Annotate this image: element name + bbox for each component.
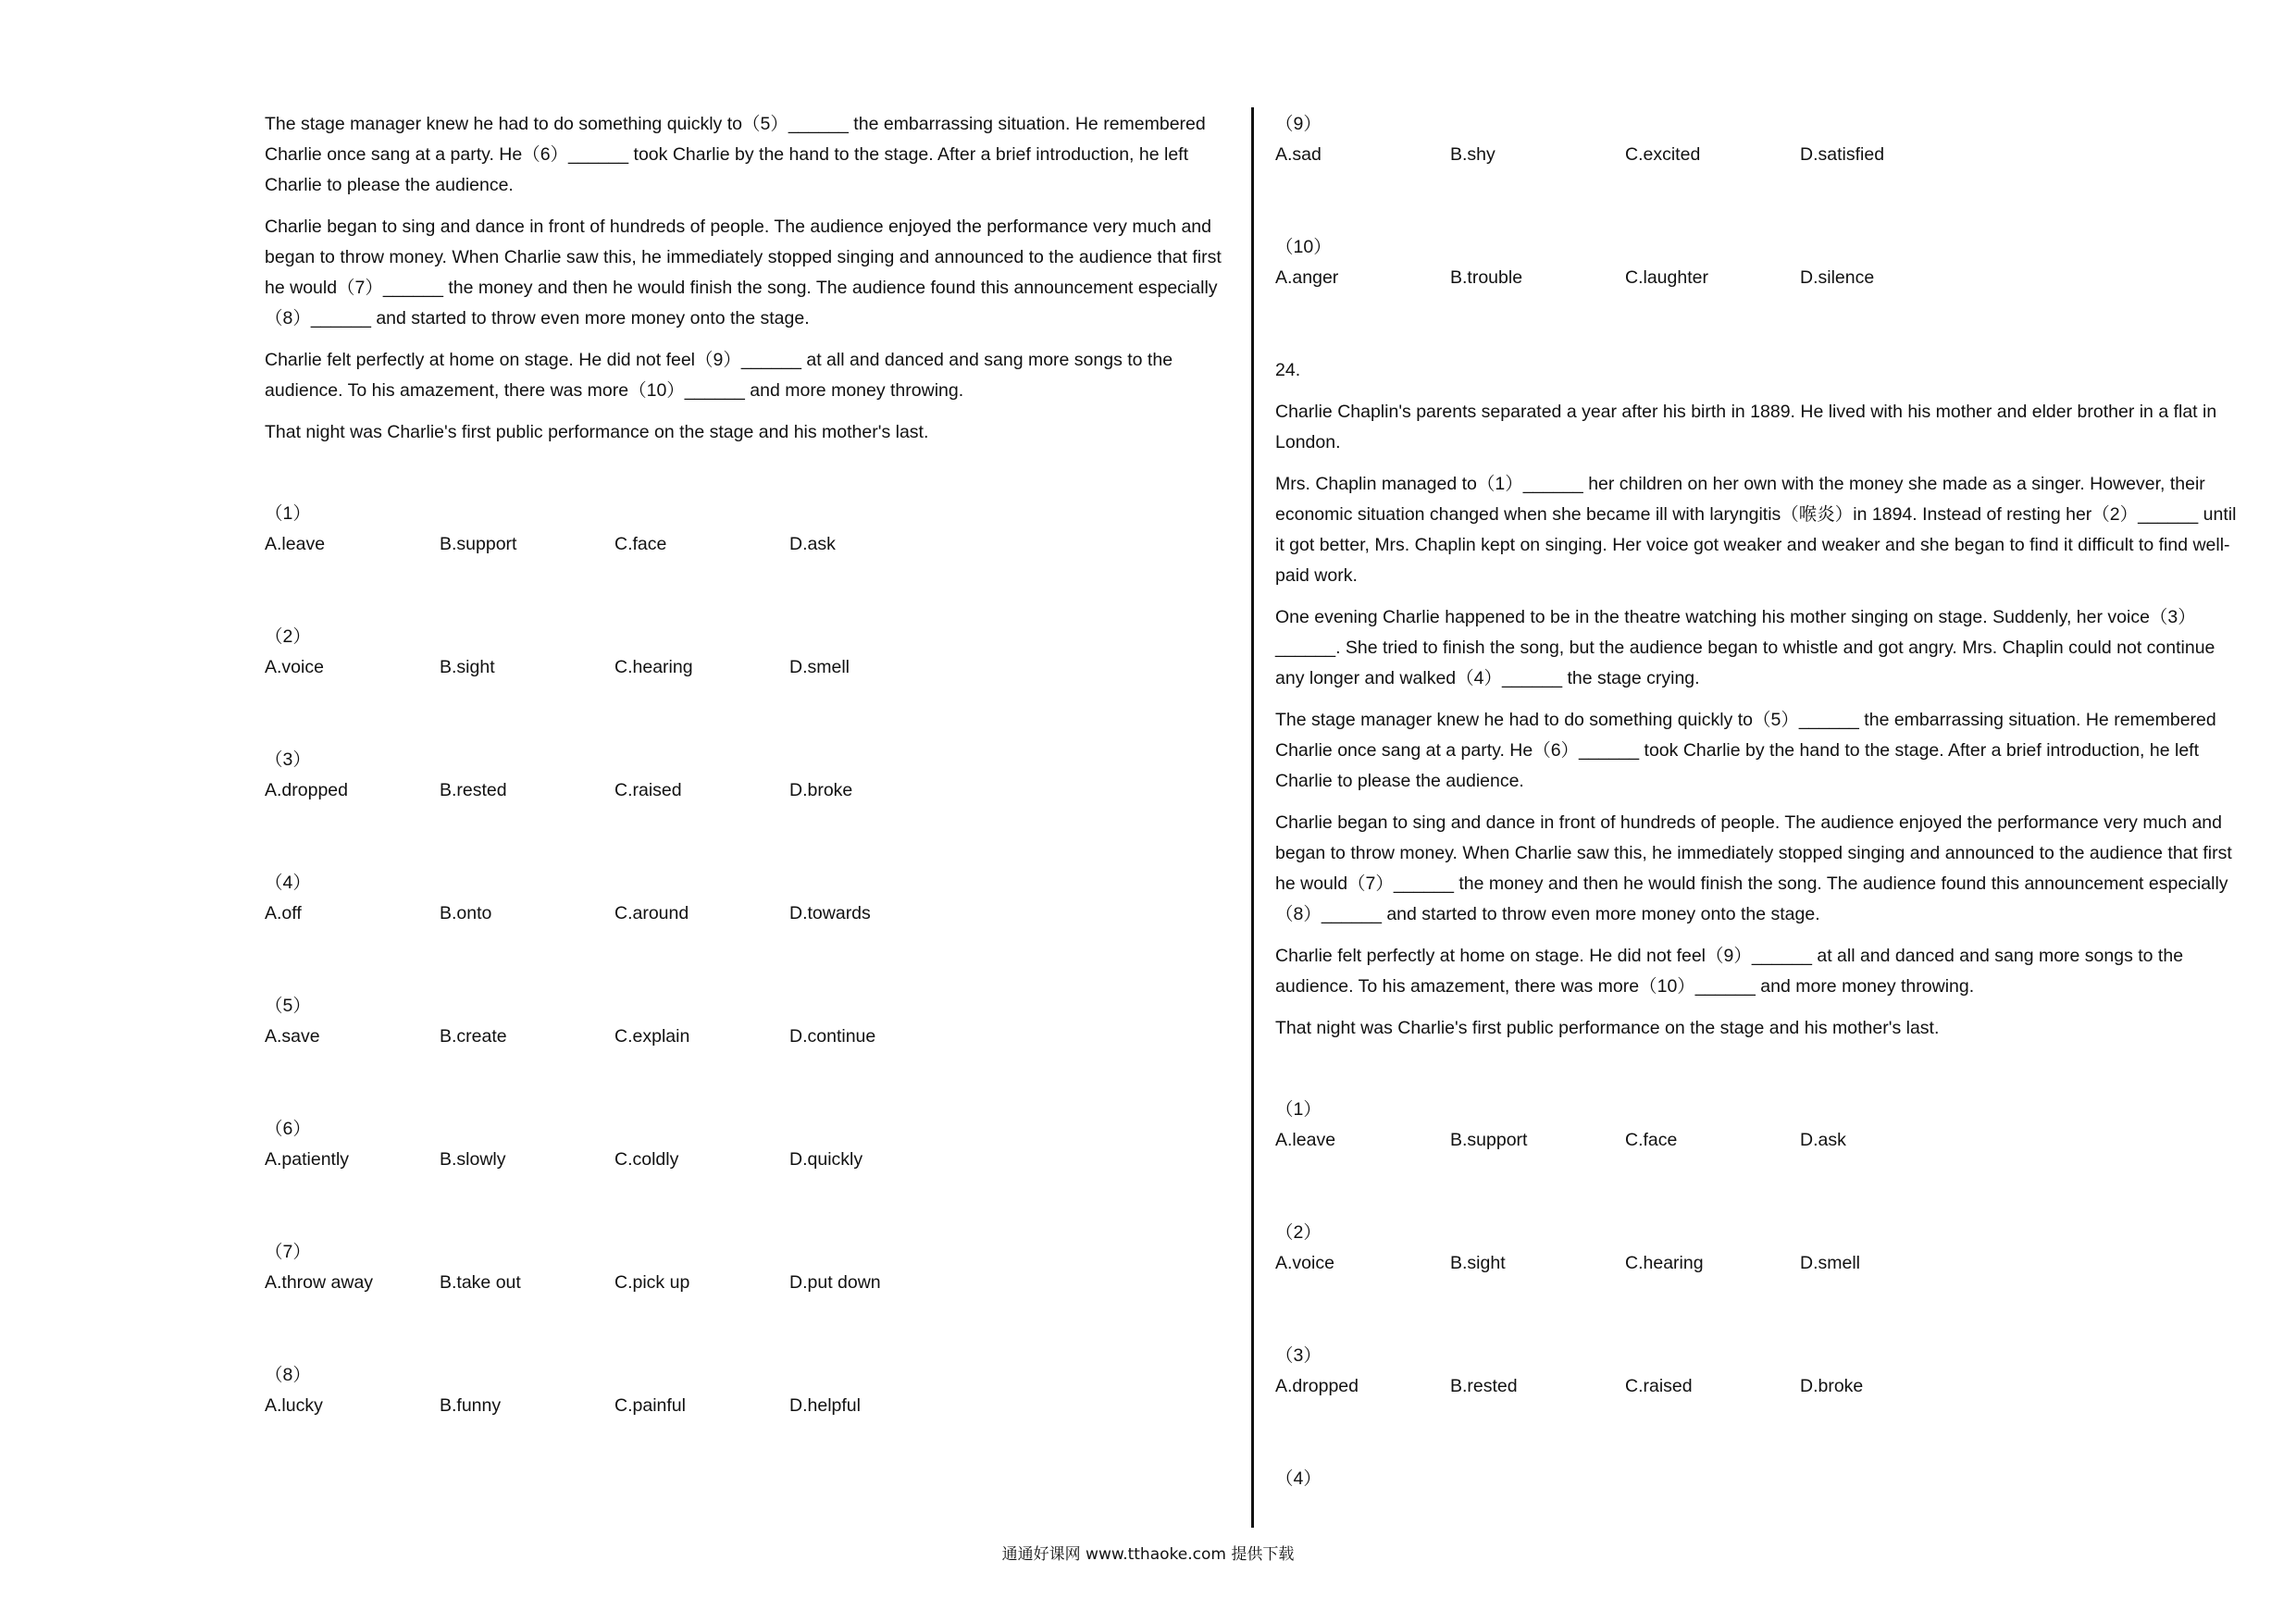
answer-option: A.patiently: [265, 1149, 350, 1170]
left-question-list: [265, 499, 1227, 1421]
passage-paragraph: That night was Charlie's first public performance on the stage and his mother's last.: [1275, 1018, 1940, 1038]
passage-paragraph: One evening Charlie happened to be in the theatre watching his mother singing on stage. Suddenly, her voice（3）______. She tried to finish the song, but the audience began to whistle and got angry. Mrs. Chaplin could not continue any longer and walked（4）______ the stage crying.: [1275, 607, 2215, 688]
answer-option: D.smell: [1800, 1253, 1861, 1273]
question-number: （2）: [265, 626, 311, 647]
answer-option: D.ask: [1800, 1130, 1846, 1150]
answer-option: C.raised: [614, 780, 682, 800]
answer-option: C.raised: [1625, 1376, 1693, 1396]
answer-option: D.continue: [789, 1026, 876, 1047]
passage-paragraph: The stage manager knew he had to do something quickly to（5）______ the embarrassing situation. He remembered Charlie once sang at a party. He（6）______ took Charlie by the hand to the stage. After a brief introduction, he left Charlie to please the audience.: [265, 114, 1206, 195]
question-number: （1）: [265, 503, 311, 524]
answer-option: D.smell: [789, 657, 850, 677]
option-row: [265, 1022, 1227, 1052]
option-row: [1275, 1371, 2242, 1402]
left-passage: [265, 109, 1227, 448]
answer-option: A.voice: [1275, 1253, 1334, 1273]
answer-option: A.save: [265, 1026, 320, 1047]
answer-option: B.shy: [1450, 144, 1496, 165]
answer-option: A.off: [265, 903, 302, 923]
answer-option: C.around: [614, 903, 689, 923]
section-number: 24.: [1275, 360, 1301, 380]
passage-paragraph: Charlie felt perfectly at home on stage. He did not feel（9）______ at all and danced and sang more songs to the audience. To his amazement, there was more（10）______ and more money throwing.: [265, 350, 1173, 401]
answer-option: D.broke: [789, 780, 853, 800]
question-number: （9）: [1275, 114, 1322, 134]
answer-option: C.explain: [614, 1026, 690, 1047]
answer-option: C.laughter: [1625, 267, 1708, 288]
passage-paragraph: Charlie began to sing and dance in front of hundreds of people. The audience enjoyed the performance very much and began to throw money. When Charlie saw this, he immediately stopped singing and announced to the audience that first he would（7）______ the money and then he would finish the song. The audience found this announcement especially（8）______ and started to throw even more money onto the stage.: [1275, 812, 2232, 924]
passage-paragraph: Mrs. Chaplin managed to（1）______ her children on her own with the money she made as a singer. However, their economic situation changed when she became ill with laryngitis（喉炎）in 1894. Instead of resting her（2）______ until it got better, Mrs. Chaplin kept on singing. Her voice got weaker and weaker and she began to find it difficult to find well-paid work.: [1275, 474, 2237, 586]
option-row: [1275, 263, 2242, 293]
passage-paragraph: The stage manager knew he had to do something quickly to（5）______ the embarrassing situation. He remembered Charlie once sang at a party. He（6）______ took Charlie by the hand to the stage. After a brief introduction, he left Charlie to please the audience.: [1275, 710, 2216, 791]
answer-option: A.lucky: [265, 1395, 323, 1416]
answer-option: B.support: [1450, 1130, 1528, 1150]
answer-option: D.helpful: [789, 1395, 861, 1416]
passage-paragraph: Charlie felt perfectly at home on stage. He did not feel（9）______ at all and danced and sang more songs to the audience. To his amazement, there was more（10）______ and more money throwing.: [1275, 946, 2184, 997]
option-row: [265, 775, 1227, 806]
option-row: [265, 1391, 1227, 1421]
answer-option: B.trouble: [1450, 267, 1523, 288]
option-row: [1275, 1248, 2242, 1279]
answer-option: D.ask: [789, 534, 836, 554]
answer-option: A.sad: [1275, 144, 1322, 165]
answer-option: D.towards: [789, 903, 871, 923]
answer-option: A.dropped: [1275, 1376, 1359, 1396]
passage-paragraph: Charlie Chaplin's parents separated a year after his birth in 1889. He lived with his mother and elder brother in a flat in London.: [1275, 402, 2217, 452]
passage-paragraph: Charlie began to sing and dance in front of hundreds of people. The audience enjoyed the performance very much and began to throw money. When Charlie saw this, he immediately stopped singing and announced to the audience that first he would（7）______ the money and then he would finish the song. The audience found this announcement especially（8）______ and started to throw even more money onto the stage.: [265, 217, 1222, 328]
answer-option: C.face: [1625, 1130, 1678, 1150]
passage-paragraph: That night was Charlie's first public performance on the stage and his mother's last.: [265, 422, 929, 442]
right-passage: [1275, 397, 2242, 1044]
answer-option: B.onto: [440, 903, 492, 923]
answer-option: B.funny: [440, 1395, 502, 1416]
answer-option: C.coldly: [614, 1149, 679, 1170]
question-number: （10）: [1275, 237, 1332, 257]
question-number: （5）: [265, 996, 311, 1016]
answer-option: D.broke: [1800, 1376, 1864, 1396]
question-number: （3）: [1275, 1345, 1322, 1366]
right-column: [1275, 109, 2242, 1494]
answer-option: C.painful: [614, 1395, 686, 1416]
answer-option: B.take out: [440, 1272, 521, 1293]
column-divider: [1251, 107, 1254, 1528]
question-number: （7）: [265, 1242, 311, 1262]
answer-option: C.excited: [1625, 144, 1701, 165]
right-question-list-top: [1275, 109, 2242, 293]
question-number: （4）: [265, 873, 311, 893]
answer-option: A.dropped: [265, 780, 348, 800]
answer-option: D.silence: [1800, 267, 1875, 288]
answer-option: B.rested: [440, 780, 507, 800]
question-number: （8）: [265, 1365, 311, 1385]
right-question-list-bottom: [1275, 1095, 2242, 1402]
option-row: [265, 1268, 1227, 1298]
answer-option: D.put down: [789, 1272, 881, 1293]
answer-option: D.satisfied: [1800, 144, 1885, 165]
answer-option: B.sight: [440, 657, 495, 677]
answer-option: B.slowly: [440, 1149, 506, 1170]
option-row: [1275, 1125, 2242, 1156]
page-footer: 通通好课网 www.tthaoke.com 提供下载: [1001, 1545, 1295, 1564]
option-row: [265, 1145, 1227, 1175]
question-number: （6）: [265, 1119, 311, 1139]
option-row: [265, 529, 1227, 560]
option-row: [265, 652, 1227, 683]
question-number: （2）: [1275, 1222, 1322, 1243]
answer-option: B.sight: [1450, 1253, 1506, 1273]
answer-option: C.pick up: [614, 1272, 690, 1293]
question-number: （3）: [265, 750, 311, 770]
question-number: （4）: [1275, 1468, 1322, 1489]
answer-option: B.support: [440, 534, 517, 554]
option-row: [1275, 140, 2242, 170]
answer-option: D.quickly: [789, 1149, 863, 1170]
answer-option: B.rested: [1450, 1376, 1518, 1396]
answer-option: B.create: [440, 1026, 507, 1047]
answer-option: A.leave: [1275, 1130, 1336, 1150]
answer-option: C.hearing: [614, 657, 693, 677]
option-row: [265, 898, 1227, 929]
question-number: （1）: [1275, 1099, 1322, 1120]
answer-option: C.hearing: [1625, 1253, 1704, 1273]
answer-option: A.voice: [265, 657, 324, 677]
answer-option: A.anger: [1275, 267, 1339, 288]
left-column: [265, 109, 1227, 1483]
answer-option: A.throw away: [265, 1272, 374, 1293]
answer-option: C.face: [614, 534, 667, 554]
answer-option: A.leave: [265, 534, 326, 554]
